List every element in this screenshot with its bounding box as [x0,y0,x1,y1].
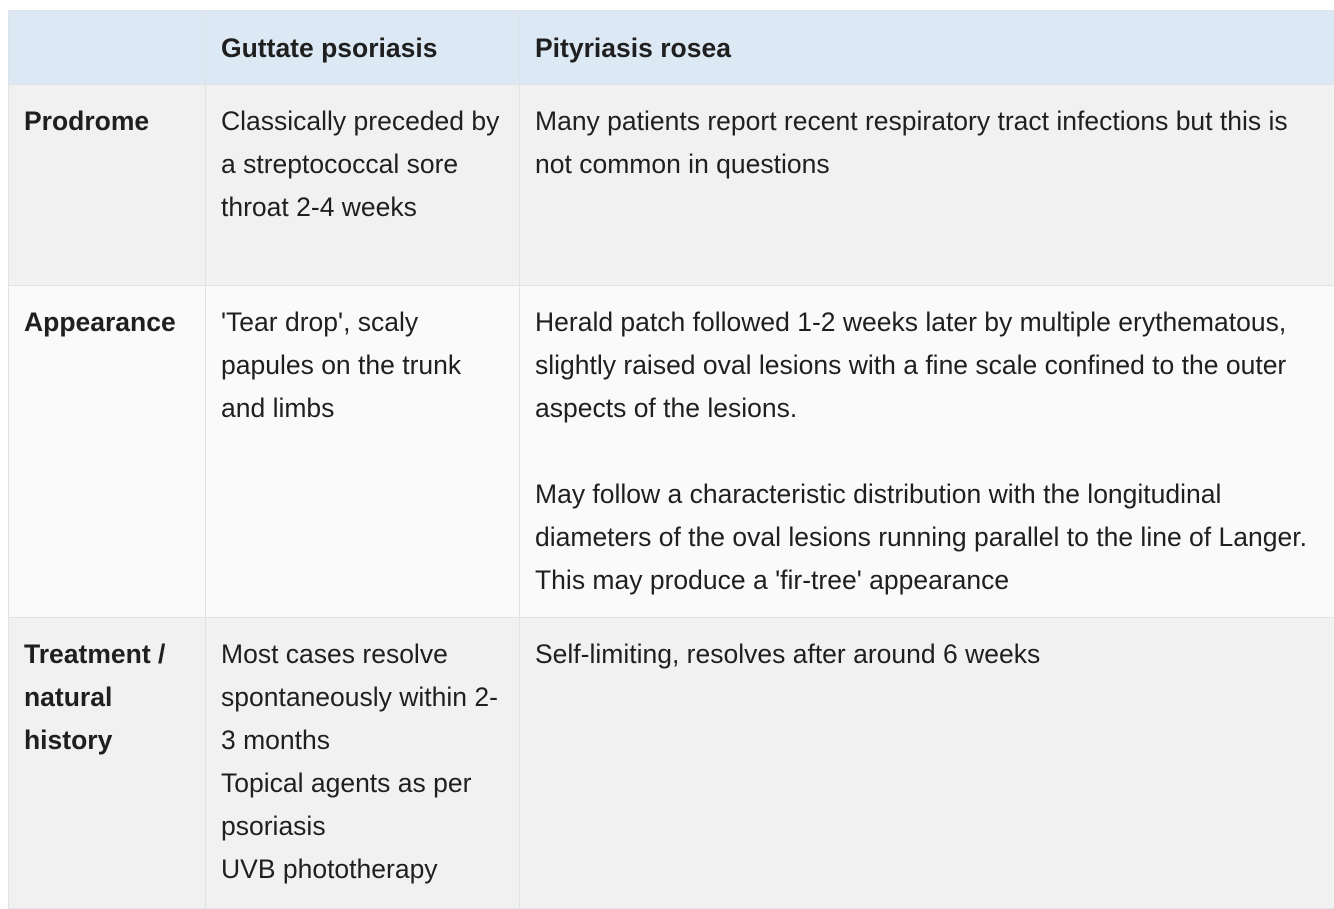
treatment-guttate-line: Topical agents as per psoriasis [221,762,505,848]
header-row [9,11,1334,85]
treatment-guttate-line: Most cases resolve spontaneously within 2-3 months [221,633,505,762]
cell-prodrome-rosea: Many patients report recent respiratory tract infections but this is not common in questions [520,85,1334,286]
treatment-guttate-line: UVB phototherapy [221,848,505,891]
appearance-rosea-paragraph-2: May follow a characteristic distribution with the longitudinal diameters of the oval lesions running parallel to the line of Langer. This may produce a 'fir-tree' appearance [535,473,1320,602]
row-label-prodrome: Prodrome [9,85,206,286]
table-row-appearance [9,286,1334,618]
cell-treatment-rosea: Self-limiting, resolves after around 6 weeks [520,618,1334,909]
row-label-appearance: Appearance [9,286,206,618]
row-label-treatment: Treatment / natural history [9,618,206,909]
cell-treatment-guttate [206,618,520,909]
table-row-treatment [9,618,1334,909]
table-row-prodrome [9,85,1334,286]
header-empty-cell [9,11,206,85]
cell-prodrome-guttate: Classically preceded by a streptococcal sore throat 2-4 weeks [206,85,520,286]
comparison-table-container [8,10,1334,909]
cell-appearance-guttate: 'Tear drop', scaly papules on the trunk and limbs [206,286,520,618]
comparison-table [8,10,1334,909]
cell-appearance-rosea [520,286,1334,618]
header-guttate-psoriasis: Guttate psoriasis [206,11,520,85]
header-pityriasis-rosea: Pityriasis rosea [520,11,1334,85]
paragraph-spacer [535,430,1320,473]
appearance-rosea-paragraph-1: Herald patch followed 1-2 weeks later by multiple erythematous, slightly raised oval lesions with a fine scale confined to the outer aspects of the lesions. [535,301,1320,430]
